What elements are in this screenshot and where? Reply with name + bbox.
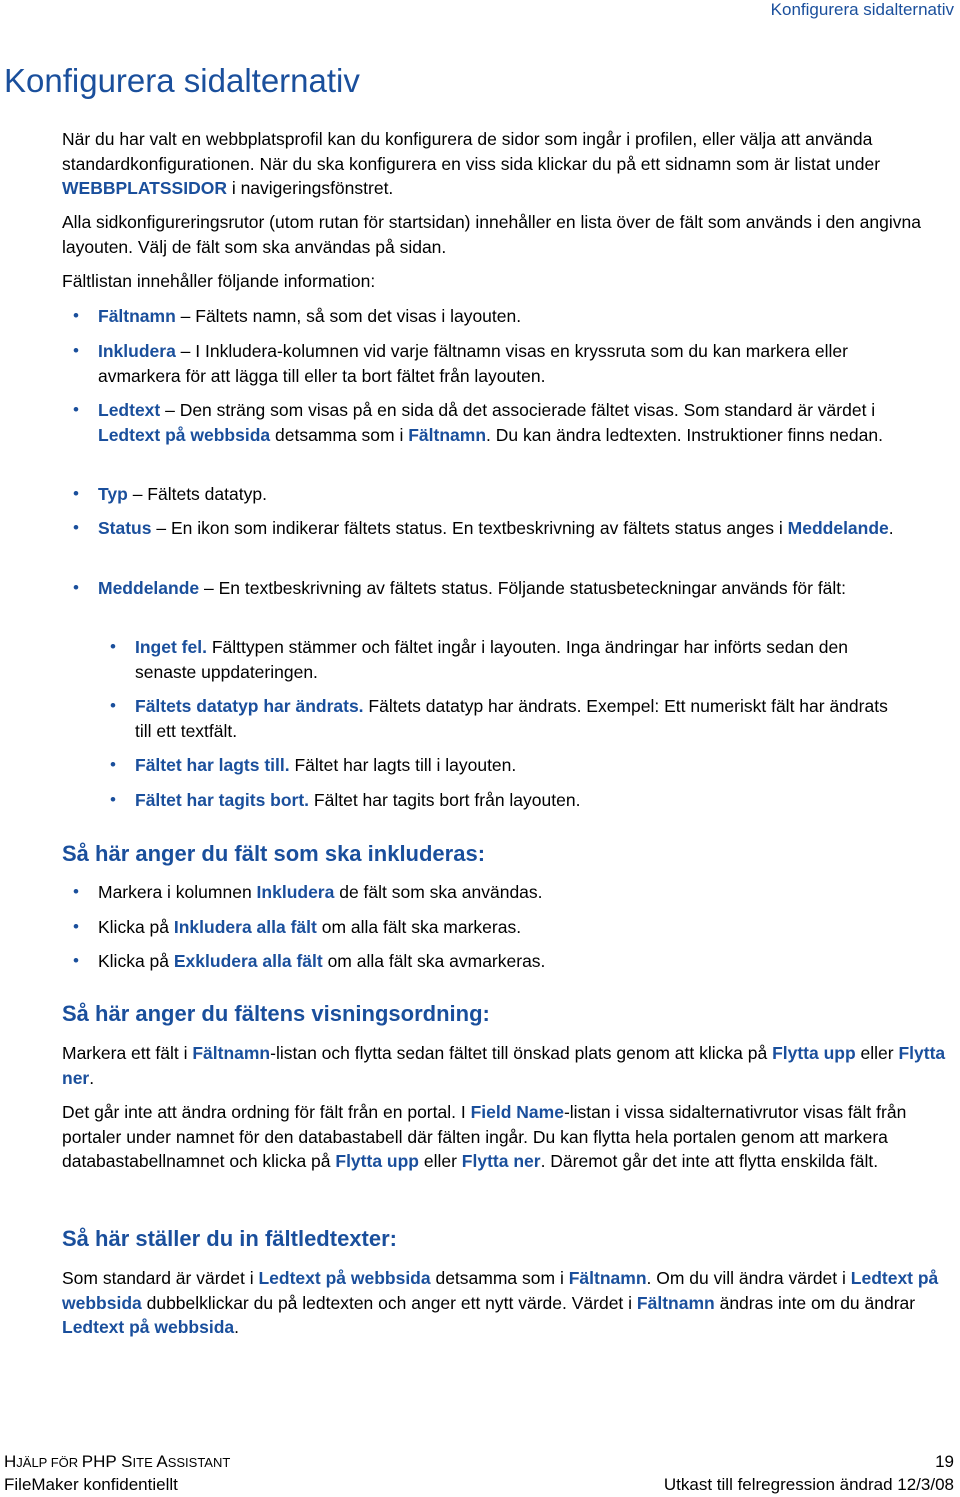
sub-list-item: • Fältet har tagits bort. Fältet har tagits bort från layouten. xyxy=(135,788,905,813)
list-item: • Meddelande – En textbeskrivning av fältets status. Följande statusbeteckningar används för fält: xyxy=(98,576,918,601)
list-item: • Markera i kolumnen Inkludera de fält som ska användas. xyxy=(98,880,918,905)
list-item: • Status – En ikon som indikerar fältets status. En textbeskrivning av fältets status anges i Meddelande. xyxy=(98,516,918,541)
sub-list-item: • Fältet har lagts till. Fältet har lagts till i layouten. xyxy=(135,753,905,778)
section-heading-order: Så här anger du fältens visningsordning: xyxy=(62,1001,490,1026)
footer-draft-note: Utkast till felregression ändrad 12/3/08 xyxy=(663,1475,954,1494)
footer-guide-title: HJÄLP FÖR PHP SITE ASSISTANT xyxy=(4,1452,231,1471)
sub-list-item: • Inget fel. Fälttypen stämmer och fältet ingår i layouten. Inga ändringar har införts sedan den senaste uppdateringen. xyxy=(135,635,905,684)
intro-paragraph-1: När du har valt en webbplatsprofil kan du konfigurera de sidor som ingår i profilen, eller välja att använda standardkonfigurationen. När du ska konfigurera en viss sida klickar du på ett sidnamn som är listat under WEBBPLATSSIDOR i navigeringsfönstret. xyxy=(62,129,881,198)
order-paragraph-1: Markera ett fält i Fältnamn-listan och flytta sedan fältet till önskad plats genom att klicka på Flytta upp eller Flytta ner. xyxy=(62,1043,946,1088)
list-item: • Typ – Fältets datatyp. xyxy=(98,482,918,507)
footer-confidential: FileMaker konfidentiellt xyxy=(4,1475,178,1494)
order-paragraph-2: Det går inte att ändra ordning för fält från en portal. I Field Name-listan i vissa sidalternativrutor visas fält från portaler under namnet för den databastabell där fälten ingår. Du kan flytta hela portalen genom att markera databastabellnamnet och klicka på Flytta upp eller Flytta ner. Däremot går det inte att flytta enskilda fält. xyxy=(62,1102,907,1171)
list-item: • Fältnamn – Fältets namn, så som det visas i layouten. xyxy=(98,304,918,329)
section-heading-include: Så här anger du fält som ska inkluderas: xyxy=(62,841,486,866)
page-title: Konfigurera sidalternativ xyxy=(4,62,360,99)
sub-list-item: • Fältets datatyp har ändrats. Fältets datatyp har ändrats. Exempel: Ett numeriskt fält har ändrats till ett textfält. xyxy=(135,694,905,743)
list-item: • Ledtext – Den sträng som visas på en sida då det associerade fältet visas. Som standard är värdet i Ledtext på webbsida detsamma som i Fältnamn. Du kan ändra ledtexten. Instruktioner finns nedan. xyxy=(98,398,918,447)
list-item: • Klicka på Exkludera alla fält om alla fält ska avmarkeras. xyxy=(98,949,918,974)
intro-paragraph-3: Fältlistan innehåller följande information: xyxy=(62,271,376,291)
footer-page-number: 19 xyxy=(935,1452,954,1471)
list-item: • Inkludera – I Inkludera-kolumnen vid varje fältnamn visas en kryssruta som du kan markera eller avmarkera för att lägga till eller ta bort fältet från layouten. xyxy=(98,339,918,388)
labels-paragraph: Som standard är värdet i Ledtext på webbsida detsamma som i Fältnamn. Om du vill ändra värdet i Ledtext på webbsida dubbelklickar du på ledtexten och anger ett nytt värde. Värdet i Fältnamn ändras inte om du ändrar Ledtext på webbsida. xyxy=(62,1268,939,1337)
section-heading-labels: Så här ställer du in fältledtexter: xyxy=(62,1226,397,1251)
running-header: Konfigurera sidalternativ xyxy=(770,0,954,19)
intro-paragraph-2: Alla sidkonfigureringsrutor (utom rutan för startsidan) innehåller en lista över de fält som används i den angivna layouten. Välj de fält som ska användas på sidan. xyxy=(62,212,921,257)
list-item: • Klicka på Inkludera alla fält om alla fält ska markeras. xyxy=(98,915,918,940)
